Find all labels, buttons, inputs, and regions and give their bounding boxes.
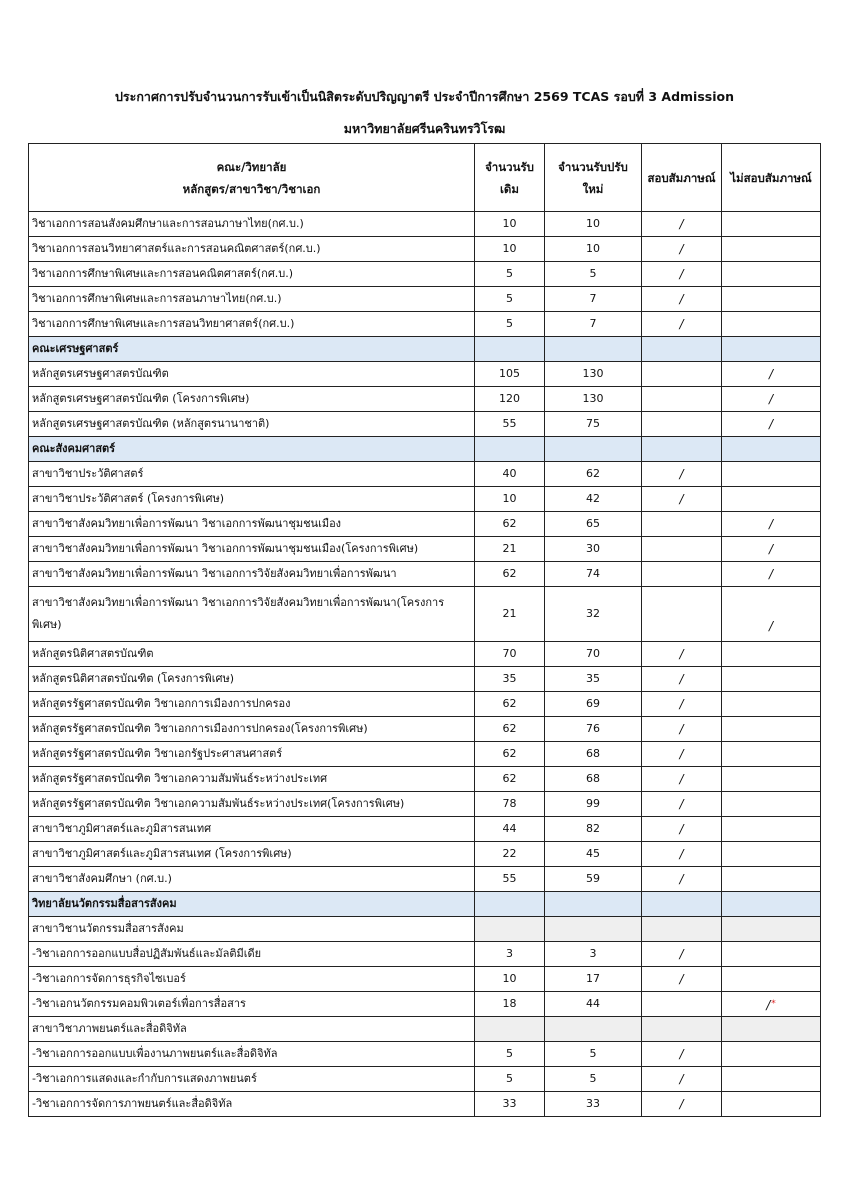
no-interview-cell [722, 537, 821, 562]
original-count: 5 [475, 262, 545, 287]
interview-cell [642, 512, 722, 537]
no-interview-cell [722, 362, 821, 387]
program-row [29, 967, 821, 992]
interview-cell [642, 487, 722, 512]
adjusted-count: 76 [545, 717, 642, 742]
interview-check-mark: / [679, 772, 684, 786]
section-row [29, 337, 821, 362]
adjusted-count: 59 [545, 867, 642, 892]
original-count: 10 [475, 212, 545, 237]
program-name: วิชาเอกการสอนสังคมศึกษาและการสอนภาษาไทย(กศ.บ.) [29, 212, 475, 237]
interview-cell [642, 287, 722, 312]
program-name: สาขาวิชาภูมิศาสตร์และภูมิสารสนเทศ [29, 817, 475, 842]
no-interview-cell [722, 642, 821, 667]
no-interview-check-mark: / [768, 619, 774, 633]
program-name: วิชาเอกการศึกษาพิเศษและการสอนวิทยาศาสตร์(กศ.บ.) [29, 312, 475, 337]
adjusted-count: 10 [545, 237, 642, 262]
program-row [29, 1067, 821, 1092]
interview-check-mark: / [679, 217, 684, 231]
program-name: สาขาวิชาประวัติศาสตร์ [29, 462, 475, 487]
program-name: หลักสูตรรัฐศาสตรบัณฑิต วิชาเอกการเมืองการปกครอง(โครงการพิเศษ) [29, 717, 475, 742]
interview-check-mark: / [679, 242, 684, 256]
program-row [29, 842, 821, 867]
adjusted-count: 130 [545, 387, 642, 412]
no-interview-cell [722, 967, 821, 992]
interview-cell [642, 642, 722, 667]
section-name: คณะสังคมศาสตร์ [29, 437, 475, 462]
program-row [29, 867, 821, 892]
adjusted-count: 69 [545, 692, 642, 717]
interview-cell [642, 537, 722, 562]
interview-cell [642, 792, 722, 817]
interview-cell [642, 1092, 722, 1117]
original-count: 18 [475, 992, 545, 1017]
empty-cell [722, 917, 821, 942]
adjusted-count: 3 [545, 942, 642, 967]
original-count: 62 [475, 717, 545, 742]
original-count: 78 [475, 792, 545, 817]
program-row [29, 462, 821, 487]
program-row [29, 487, 821, 512]
program-name: หลักสูตรเศรษฐศาสตรบัณฑิต (หลักสูตรนานาชาติ) [29, 412, 475, 437]
no-interview-cell [722, 1067, 821, 1092]
interview-check-mark: / [679, 797, 684, 811]
empty-cell [545, 892, 642, 917]
no-interview-cell [722, 312, 821, 337]
program-row [29, 587, 821, 642]
interview-check-mark: / [679, 647, 684, 661]
original-count: 5 [475, 287, 545, 312]
interview-header: สอบสัมภาษณ์ [642, 144, 722, 212]
program-row [29, 792, 821, 817]
no-interview-header: ไม่สอบสัมภาษณ์ [722, 144, 821, 212]
program-name: หลักสูตรนิติศาสตรบัณฑิต [29, 642, 475, 667]
adjusted-count: 74 [545, 562, 642, 587]
adjusted-count: 5 [545, 1042, 642, 1067]
interview-cell [642, 692, 722, 717]
no-interview-cell [722, 262, 821, 287]
interview-check-mark: / [679, 317, 684, 331]
program-name: หลักสูตรรัฐศาสตรบัณฑิต วิชาเอกการเมืองการปกครอง [29, 692, 475, 717]
program-row [29, 992, 821, 1017]
interview-cell [642, 742, 722, 767]
interview-cell [642, 462, 722, 487]
asterisk-note-mark: * [771, 998, 776, 1009]
subgroup-name: สาขาวิชานวัตกรรมสื่อสารสังคม [29, 917, 475, 942]
empty-cell [642, 437, 722, 462]
adjusted-count: 35 [545, 667, 642, 692]
adjusted-count: 130 [545, 362, 642, 387]
program-row [29, 562, 821, 587]
interview-cell [642, 412, 722, 437]
faculty-header-line1: คณะ/วิทยาลัย [216, 159, 287, 174]
empty-cell [475, 917, 545, 942]
no-interview-check-mark: / [766, 997, 771, 1012]
interview-cell [642, 1042, 722, 1067]
interview-check-mark: / [679, 1047, 684, 1061]
adjusted-count: 33 [545, 1092, 642, 1117]
subgroup-row [29, 1017, 821, 1042]
program-row [29, 817, 821, 842]
program-name: สาขาวิชาสังคมวิทยาเพื่อการพัฒนา วิชาเอกการวิจัยสังคมวิทยาเพื่อการพัฒนา [29, 562, 475, 587]
interview-cell [642, 1067, 722, 1092]
no-interview-cell [722, 212, 821, 237]
interview-check-mark: / [679, 492, 684, 506]
original-count: 55 [475, 412, 545, 437]
program-row [29, 412, 821, 437]
interview-cell [642, 842, 722, 867]
program-name: -วิชาเอกการจัดการธุรกิจไซเบอร์ [29, 967, 475, 992]
adjusted-count: 17 [545, 967, 642, 992]
no-interview-check-mark: / [768, 367, 774, 381]
admission-table [28, 143, 821, 1117]
faculty-column-header [29, 144, 475, 212]
interview-cell [642, 817, 722, 842]
program-row [29, 212, 821, 237]
program-row [29, 237, 821, 262]
adjusted-count: 30 [545, 537, 642, 562]
interview-cell [642, 867, 722, 892]
adjusted-count: 44 [545, 992, 642, 1017]
no-interview-check-mark: / [768, 392, 774, 406]
empty-cell [545, 337, 642, 362]
empty-cell [642, 917, 722, 942]
program-row [29, 1042, 821, 1067]
program-row [29, 262, 821, 287]
original-count: 35 [475, 667, 545, 692]
no-interview-cell [722, 462, 821, 487]
program-row [29, 387, 821, 412]
no-interview-cell [722, 237, 821, 262]
program-name: -วิชาเอกการจัดการภาพยนตร์และสื่อดิจิทัล [29, 1092, 475, 1117]
no-interview-cell [722, 412, 821, 437]
program-row [29, 1092, 821, 1117]
empty-cell [475, 892, 545, 917]
interview-check-mark: / [679, 847, 684, 861]
program-row [29, 942, 821, 967]
interview-cell [642, 312, 722, 337]
program-name: หลักสูตรนิติศาสตรบัณฑิต (โครงการพิเศษ) [29, 667, 475, 692]
adjusted-count: 99 [545, 792, 642, 817]
original-count: 21 [475, 537, 545, 562]
program-name: วิชาเอกการสอนวิทยาศาสตร์และการสอนคณิตศาสตร์(กศ.บ.) [29, 237, 475, 262]
empty-cell [642, 892, 722, 917]
adjusted-count: 7 [545, 312, 642, 337]
no-interview-cell [722, 742, 821, 767]
no-interview-check-mark: / [768, 417, 774, 431]
adjusted-count: 68 [545, 767, 642, 792]
empty-cell [722, 892, 821, 917]
no-interview-cell [722, 562, 821, 587]
program-row [29, 312, 821, 337]
original-count-header: จำนวนรับเดิม [475, 144, 545, 212]
empty-cell [722, 337, 821, 362]
original-count: 10 [475, 237, 545, 262]
adjusted-count: 5 [545, 1067, 642, 1092]
original-count: 105 [475, 362, 545, 387]
program-name: สาขาวิชาประวัติศาสตร์ (โครงการพิเศษ) [29, 487, 475, 512]
no-interview-cell [722, 767, 821, 792]
no-interview-cell [722, 1092, 821, 1117]
no-interview-cell [722, 487, 821, 512]
no-interview-cell [722, 817, 821, 842]
interview-cell [642, 717, 722, 742]
empty-cell [545, 1017, 642, 1042]
original-count: 62 [475, 562, 545, 587]
interview-cell [642, 362, 722, 387]
no-interview-cell [722, 692, 821, 717]
program-row [29, 667, 821, 692]
interview-check-mark: / [679, 947, 684, 961]
original-count: 33 [475, 1092, 545, 1117]
adjusted-count: 10 [545, 212, 642, 237]
adjusted-count: 65 [545, 512, 642, 537]
program-row [29, 512, 821, 537]
original-count: 70 [475, 642, 545, 667]
original-count: 62 [475, 692, 545, 717]
interview-check-mark: / [679, 672, 684, 686]
no-interview-cell [722, 667, 821, 692]
program-row [29, 642, 821, 667]
no-interview-cell [722, 792, 821, 817]
header-row [29, 144, 821, 212]
original-count: 10 [475, 967, 545, 992]
no-interview-cell [722, 287, 821, 312]
program-row [29, 537, 821, 562]
program-row [29, 742, 821, 767]
empty-cell [475, 337, 545, 362]
no-interview-cell [722, 512, 821, 537]
program-name: หลักสูตรรัฐศาสตรบัณฑิต วิชาเอกความสัมพันธ์ระหว่างประเทศ(โครงการพิเศษ) [29, 792, 475, 817]
adjusted-count: 82 [545, 817, 642, 842]
program-row [29, 362, 821, 387]
adjusted-count: 75 [545, 412, 642, 437]
no-interview-cell [722, 587, 821, 642]
interview-cell [642, 262, 722, 287]
program-name: สาขาวิชาสังคมวิทยาเพื่อการพัฒนา วิชาเอกการพัฒนาชุมชนเมือง(โครงการพิเศษ) [29, 537, 475, 562]
program-name: -วิชาเอกการออกแบบสื่อปฏิสัมพันธ์และมัลติมีเดีย [29, 942, 475, 967]
empty-cell [475, 437, 545, 462]
original-count: 5 [475, 1042, 545, 1067]
interview-cell [642, 387, 722, 412]
interview-cell [642, 942, 722, 967]
interview-check-mark: / [679, 1072, 684, 1086]
adjusted-count: 42 [545, 487, 642, 512]
table-body [29, 212, 821, 1117]
section-name: คณะเศรษฐศาสตร์ [29, 337, 475, 362]
program-name: สาขาวิชาภูมิศาสตร์และภูมิสารสนเทศ (โครงการพิเศษ) [29, 842, 475, 867]
original-count: 5 [475, 312, 545, 337]
adjusted-count: 45 [545, 842, 642, 867]
interview-check-mark: / [679, 722, 684, 736]
original-count: 44 [475, 817, 545, 842]
interview-check-mark: / [679, 972, 684, 986]
original-count: 62 [475, 767, 545, 792]
interview-check-mark: / [679, 267, 684, 281]
program-name: หลักสูตรรัฐศาสตรบัณฑิต วิชาเอกรัฐประศาสนศาสตร์ [29, 742, 475, 767]
section-row [29, 892, 821, 917]
empty-cell [475, 1017, 545, 1042]
interview-check-mark: / [679, 467, 684, 481]
program-row [29, 692, 821, 717]
interview-check-mark: / [679, 292, 684, 306]
empty-cell [642, 1017, 722, 1042]
adjusted-count: 32 [545, 587, 642, 642]
original-count: 120 [475, 387, 545, 412]
adjusted-count: 70 [545, 642, 642, 667]
original-count: 55 [475, 867, 545, 892]
interview-cell [642, 767, 722, 792]
original-count: 40 [475, 462, 545, 487]
empty-cell [642, 337, 722, 362]
program-name: -วิชาเอกการแสดงและกำกับการแสดงภาพยนตร์ [29, 1067, 475, 1092]
university-name: มหาวิทยาลัยศรีนครินทรวิโรฒ [343, 121, 506, 136]
announcement-title: ประกาศการปรับจำนวนการรับเข้าเป็นนิสิตระดับปริญญาตรี ประจำปีการศึกษา 2569 TCAS รอบที่ 3 Admission [115, 89, 734, 104]
interview-check-mark: / [679, 1097, 684, 1111]
section-row [29, 437, 821, 462]
adjusted-count-header: จำนวนรับปรับใหม่ [545, 144, 642, 212]
no-interview-cell [722, 717, 821, 742]
program-name: วิชาเอกการศึกษาพิเศษและการสอนภาษาไทย(กศ.บ.) [29, 287, 475, 312]
no-interview-cell [722, 842, 821, 867]
faculty-header-line2: หลักสูตร/สาขาวิชา/วิชาเอก [182, 181, 321, 196]
adjusted-count: 7 [545, 287, 642, 312]
section-name: วิทยาลัยนวัตกรรมสื่อสารสังคม [29, 892, 475, 917]
interview-check-mark: / [679, 822, 684, 836]
program-name: สาขาวิชาสังคมวิทยาเพื่อการพัฒนา วิชาเอกการวิจัยสังคมวิทยาเพื่อการพัฒนา(โครงการพิเศษ) [29, 587, 475, 642]
interview-cell [642, 667, 722, 692]
interview-cell [642, 212, 722, 237]
no-interview-cell [722, 942, 821, 967]
no-interview-cell [722, 387, 821, 412]
subgroup-row [29, 917, 821, 942]
program-name: สาขาวิชาสังคมศึกษา (กศ.บ.) [29, 867, 475, 892]
interview-cell [642, 967, 722, 992]
original-count: 62 [475, 742, 545, 767]
empty-cell [722, 437, 821, 462]
interview-cell [642, 562, 722, 587]
program-name: -วิชาเอกการออกแบบเพื่องานภาพยนตร์และสื่อดิจิทัล [29, 1042, 475, 1067]
interview-check-mark: / [679, 697, 684, 711]
empty-cell [722, 1017, 821, 1042]
no-interview-cell [722, 992, 821, 1017]
program-name: หลักสูตรรัฐศาสตรบัณฑิต วิชาเอกความสัมพันธ์ระหว่างประเทศ [29, 767, 475, 792]
adjusted-count: 5 [545, 262, 642, 287]
original-count: 62 [475, 512, 545, 537]
program-name: -วิชาเอกนวัตกรรมคอมพิวเตอร์เพื่อการสื่อสาร [29, 992, 475, 1017]
subgroup-name: สาขาวิชาภาพยนตร์และสื่อดิจิทัล [29, 1017, 475, 1042]
program-row [29, 767, 821, 792]
original-count: 10 [475, 487, 545, 512]
no-interview-check-mark: / [768, 567, 774, 581]
interview-cell [642, 237, 722, 262]
program-row [29, 287, 821, 312]
no-interview-cell [722, 867, 821, 892]
program-name: หลักสูตรเศรษฐศาสตรบัณฑิต (โครงการพิเศษ) [29, 387, 475, 412]
program-name: หลักสูตรเศรษฐศาสตรบัณฑิต [29, 362, 475, 387]
original-count: 22 [475, 842, 545, 867]
original-count: 21 [475, 587, 545, 642]
interview-cell [642, 992, 722, 1017]
program-name: สาขาวิชาสังคมวิทยาเพื่อการพัฒนา วิชาเอกการพัฒนาชุมชนเมือง [29, 512, 475, 537]
no-interview-check-mark: / [768, 542, 774, 556]
interview-check-mark: / [679, 872, 684, 886]
adjusted-count: 62 [545, 462, 642, 487]
adjusted-count: 68 [545, 742, 642, 767]
program-name: วิชาเอกการศึกษาพิเศษและการสอนคณิตศาสตร์(กศ.บ.) [29, 262, 475, 287]
no-interview-cell [722, 1042, 821, 1067]
original-count: 3 [475, 942, 545, 967]
interview-cell [642, 587, 722, 642]
original-count: 5 [475, 1067, 545, 1092]
no-interview-check-mark: / [768, 517, 774, 531]
interview-check-mark: / [679, 747, 684, 761]
empty-cell [545, 917, 642, 942]
empty-cell [545, 437, 642, 462]
program-row [29, 717, 821, 742]
